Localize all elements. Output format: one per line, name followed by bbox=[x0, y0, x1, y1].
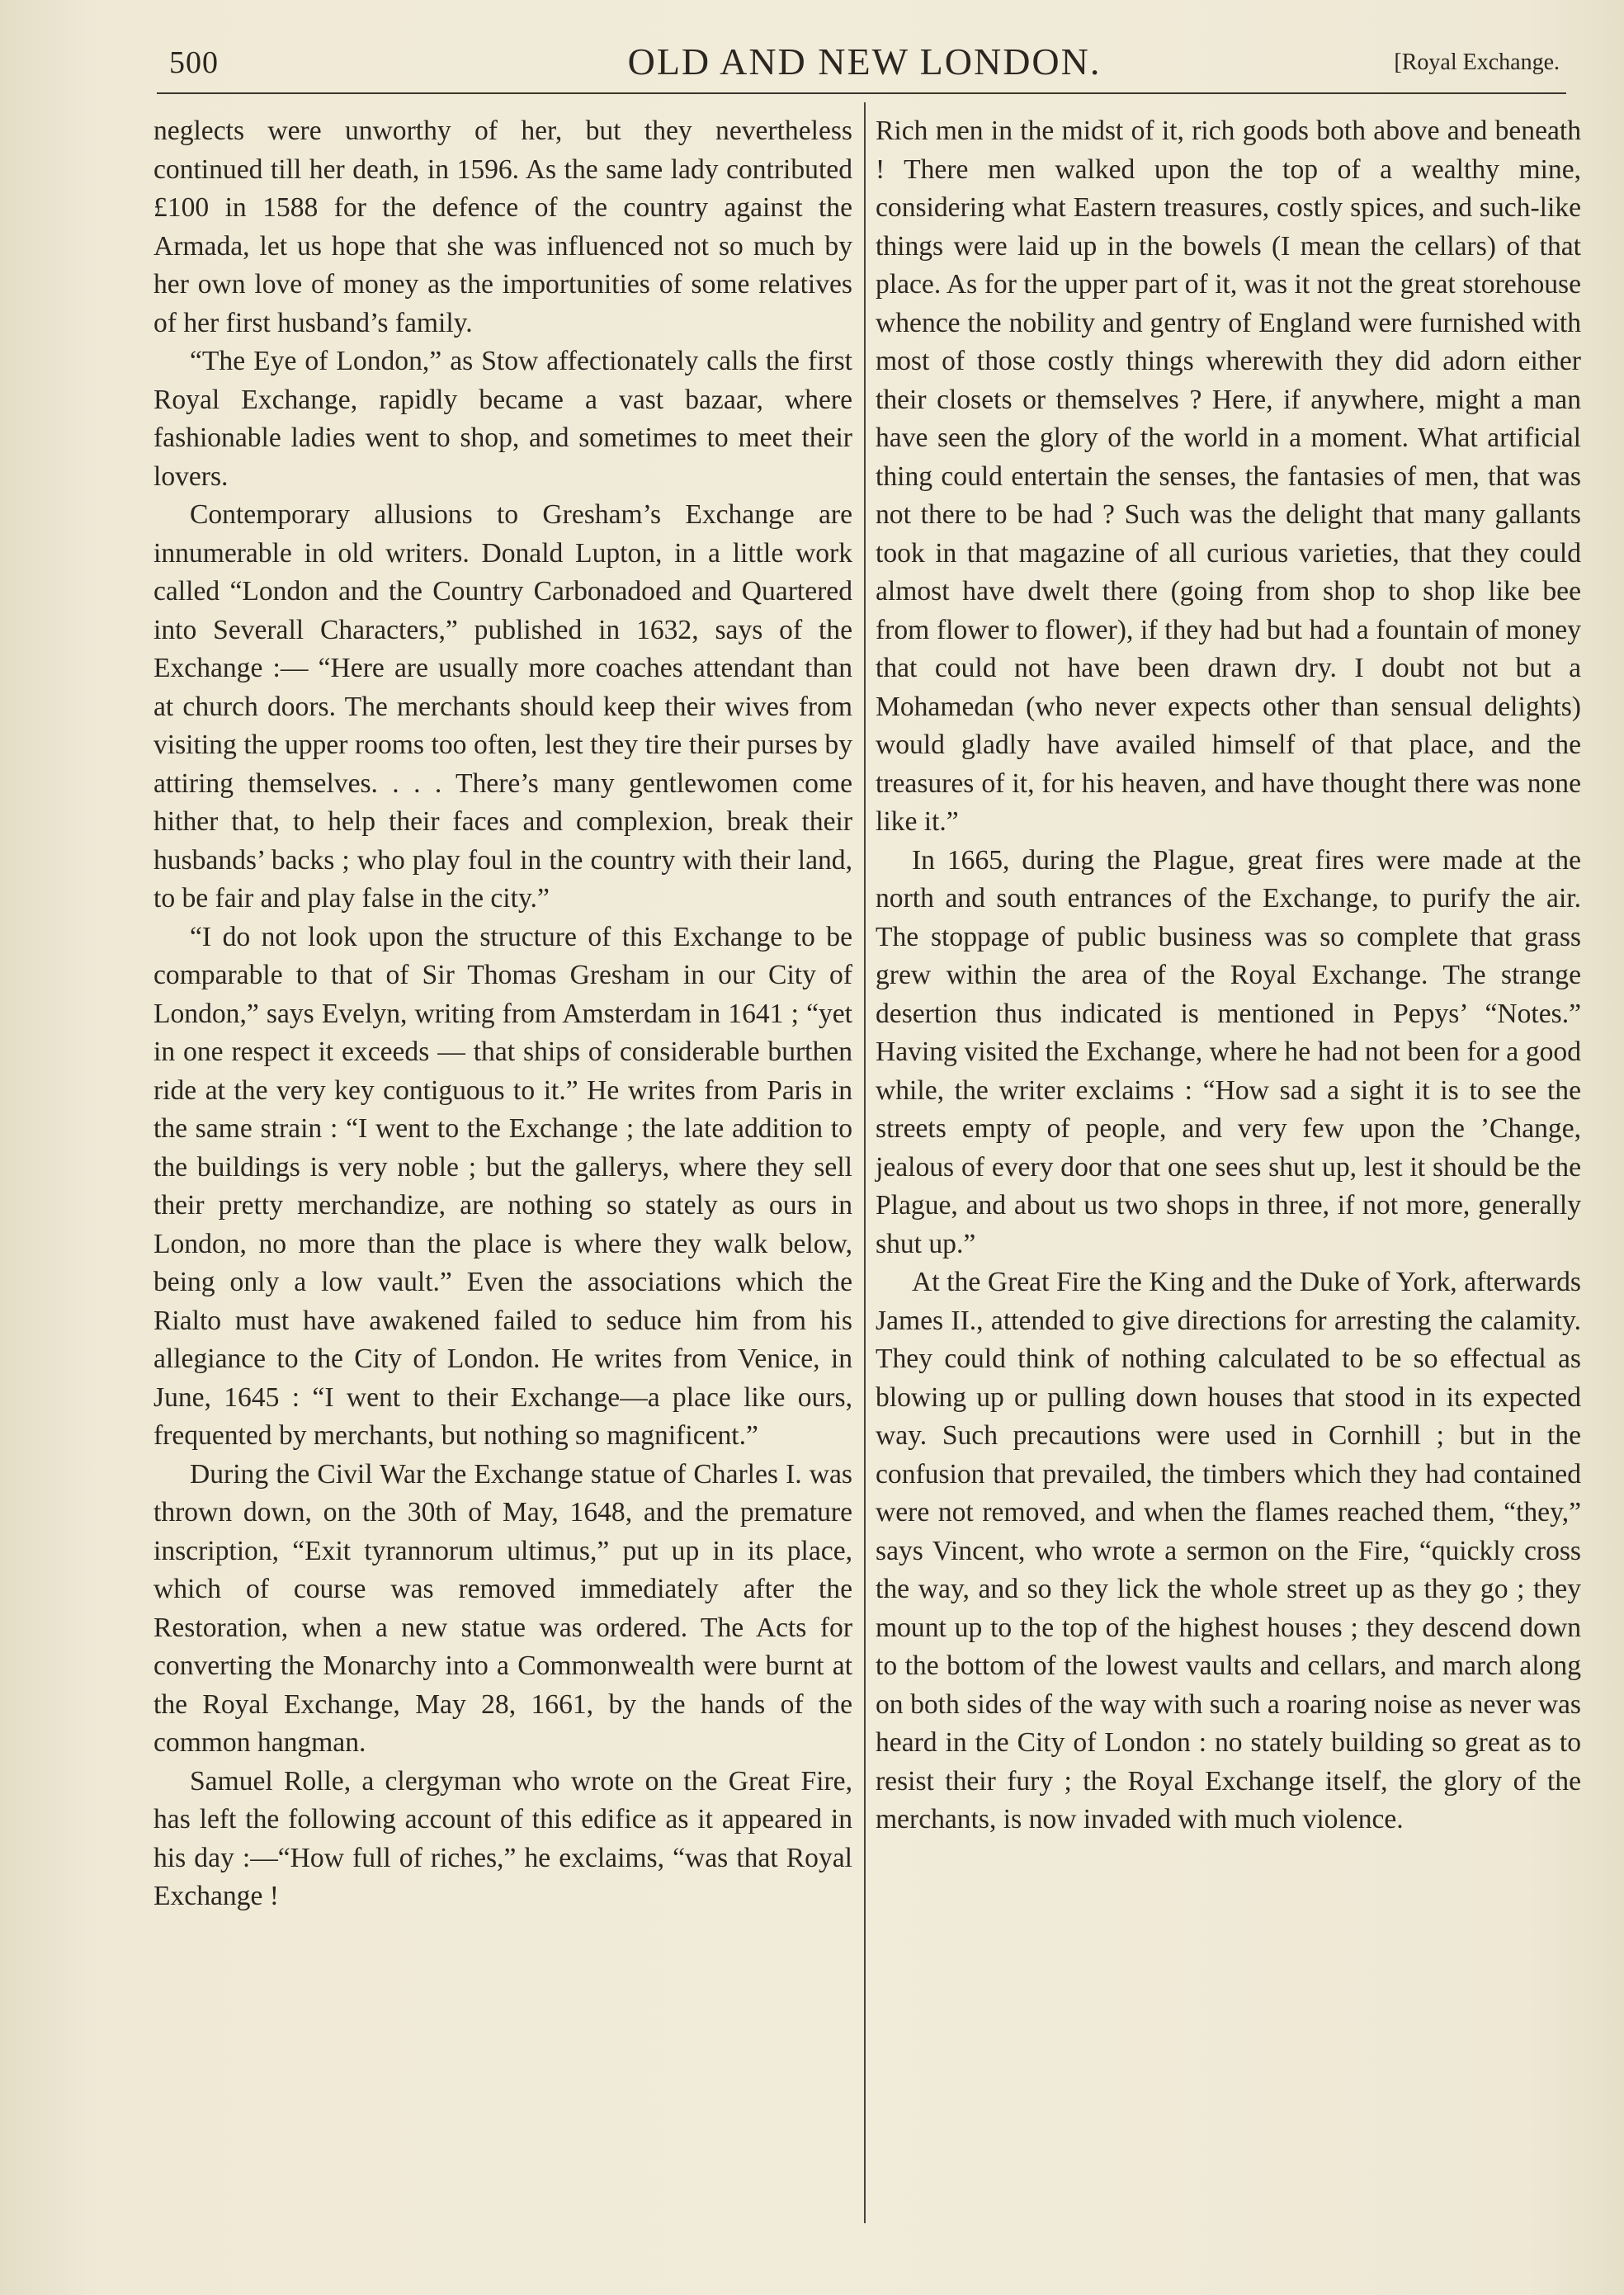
paragraph: During the Civil War the Exchange statue of Charles I. was thrown down, on the 30th of May, 1648, and the premature inscription, “Exit tyrannorum ultimus,” put up in its place, which of course was removed immediately after the Restoration, when a new statue was ordered. The Acts for converting the Monarchy into a Commonwealth were burnt at the Royal Exchange, May 28, 1661, by the hands of the common hangman. bbox=[153, 1458, 852, 1758]
paragraph: Contemporary allusions to Gresham’s Exchange are innumerable in old writers. Donald Lupton, in a little work called “London and the Country Carbonadoed and Quartered into Severall Characters,” published in 1632, says of the Exchange :— “Here are usually more coaches attendant than at church doors. The merchants should keep their wives from visiting the upper rooms too often, lest they tire their purses by attiring themselves. . . . There’s many gentlewomen come hither that, to help their faces and complexion, break their husbands’ backs ; who play foul in the country with their land, to be fair and play false in the city.” bbox=[153, 499, 852, 914]
header-rule bbox=[157, 92, 1566, 94]
page-header bbox=[169, 40, 1560, 89]
page-number: 500 bbox=[169, 45, 219, 80]
column-divider bbox=[864, 102, 866, 2223]
paragraph: At the Great Fire the King and the Duke of York, afterwards James II., attended to give directions for arresting the calamity. They could think of nothing calculated to be so effectual as blowing up or pulling down houses that stood in its expected way. Such precautions were used in Cornhill ; but in the confusion that prevailed, the timbers which they had contained were not removed, and when the flames reached them, “they,” says Vincent, who wrote a sermon on the Fire, “quickly cross the way, and so they lick the whole street up as they go ; they mount up to the top of the highest houses ; they descend down to the bottom of the lowest vaults and cellars, and march along on both sides of the way with such a roaring noise as never was heard in the City of London : no stately building so great as to resist their fury ; the Royal Exchange itself, the glory of the merchants, is now invaded with much violence. bbox=[876, 1267, 1581, 1835]
running-title: OLD AND NEW LONDON. bbox=[627, 40, 1102, 83]
right-column bbox=[876, 112, 1581, 1839]
paragraph: In 1665, during the Plague, great fires were made at the north and south entrances of the Exchange, to purify the air. The stoppage of public business was so complete that grass grew within the area of the Royal Exchange. The strange desertion thus indicated is mentioned in Pepys’ “Notes.” Having visited the Exchange, where he had not been for a good while, the writer exclaims : “How sad a sight it is to see the streets empty of people, and very few upon the ’Change, jealous of every door that one sees shut up, lest it should be the Plague, and about us two shops in three, if not more, generally shut up.” bbox=[876, 844, 1581, 1259]
paragraph: “The Eye of London,” as Stow affectionately calls the first Royal Exchange, rapidly became a vast bazaar, where fashionable ladies went to shop, and sometimes to meet their lovers. bbox=[153, 346, 852, 492]
paragraph: Rich men in the midst of it, rich goods both above and beneath ! There men walked upon the top of a wealthy mine, considering what Eastern treasures, costly spices, and such-like things were laid up in the bowels (I mean the cellars) of that place. As for the upper part of it, was it not the great storehouse whence the nobility and gentry of England were furnished with most of those costly things wherewith they did adorn either their closets or themselves ? Here, if anywhere, might a man have seen the glory of the world in a moment. What artificial thing could entertain the senses, the fantasies of men, that was not there to be had ? Such was the delight that many gallants took in that magazine of all curious varieties, that they could almost have dwelt there (going from shop to shop like bee from flower to flower), if they had but had a fountain of money that could not have been drawn dry. I doubt not but a Mohamedan (who never expects other than sensual delights) would gladly have availed himself of that place, and the treasures of it, for his heaven, and have thought there was none like it.” bbox=[876, 116, 1581, 837]
paragraph: Samuel Rolle, a clergyman who wrote on the Great Fire, has left the following account of this edifice as it appeared in his day :—“How full of riches,” he exclaims, “was that Royal Exchange ! bbox=[153, 1765, 852, 1911]
paragraph: neglects were unworthy of her, but they nevertheless continued till her death, in 1596. As the same lady contributed £100 in 1588 for the defence of the country against the Armada, let us hope that she was influenced not so much by her own love of money as the importunities of some relatives of her first husband’s family. bbox=[153, 116, 852, 338]
paragraph: “I do not look upon the structure of this Exchange to be comparable to that of Sir Thomas Gresham in our City of London,” says Evelyn, writing from Amsterdam in 1641 ; “yet in one respect it exceeds — that ships of considerable burthen ride at the very key contiguous to it.” He writes from Paris in the same strain : “I went to the Exchange ; the late addition to the buildings is very noble ; but the gallerys, where they sell their pretty merchandize, are nothing so stately as ours in London, no more than the place is where they walk below, being only a low vault.” Even the associations which the Rialto must have awakened failed to seduce him from his allegiance to the City of London. He writes from Venice, in June, 1645 : “I went to their Exchange—a place like ours, frequented by merchants, but nothing so magnificent.” bbox=[153, 921, 852, 1451]
left-column bbox=[153, 112, 852, 1916]
section-label: [Royal Exchange. bbox=[1394, 50, 1560, 75]
